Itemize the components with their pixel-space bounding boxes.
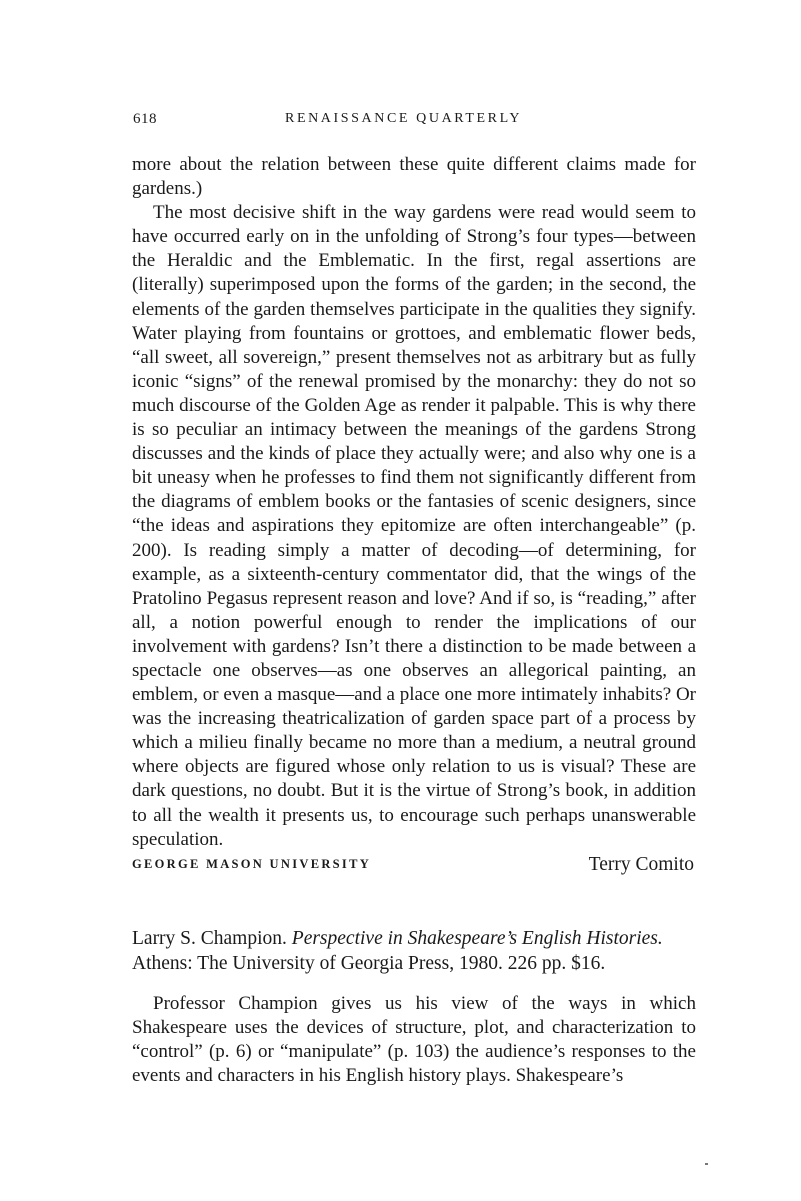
- review-body-paragraph: Professor Champion gives us his view of the ways in which Shakespeare uses the devices of structure, plot, and characterization to “control” (p. 6) or “manipulate” (p. 103) the audience’s responses to the events and characters in his English history plays. Shakespeare’s: [132, 993, 696, 1087]
- journal-title: RENAISSANCE QUARTERLY: [285, 111, 523, 126]
- paragraph-continuation: more about the relation between these quite different claims made for gardens.): [132, 154, 696, 200]
- running-head: [133, 111, 693, 133]
- review-signature: [132, 854, 696, 878]
- book-title: Perspective in Shakespeare’s English Histories.: [291, 928, 663, 949]
- book-publication: Athens: The University of Georgia Press, 1980. 226 pp. $16.: [132, 952, 606, 974]
- review-comito: [132, 153, 696, 878]
- reviewer-name: Terry Comito: [588, 853, 694, 875]
- page-number: 618: [133, 111, 157, 127]
- review-champion: [132, 927, 696, 1088]
- scan-speck: [705, 1163, 708, 1165]
- book-author: Larry S. Champion.: [132, 928, 287, 949]
- reviewer-affiliation: GEORGE MASON UNIVERSITY: [132, 856, 372, 871]
- paragraph-main: The most decisive shift in the way gardens were read would seem to have occurred early on in the unfolding of Strong’s four types—between the Heraldic and the Emblematic. In the first, regal assertions are (literally) superimposed upon the forms of the garden; in the second, the elements of the garden themselves participate in the qualities they signify. Water playing from fountains or grottoes, and emblematic flower beds, “all sweet, all sovereign,” present themselves not as arbitrary but as fully iconic “signs” of the renewal promised by the monarchy: they do not so much discourse of the Golden Age as render it palpable. This is why there is so peculiar an intimacy between the meanings of the gardens Strong discusses and the kinds of place they actually were; and also why one is a bit uneasy when he professes to find them not significantly different from the diagrams of emblem books or the fantasies of scenic designers, since “the ideas and aspirations they epitomize are often interchangeable” (p. 200). Is reading simply a matter of decoding—of determining, for example, as a sixteenth-century commentator did, that the wings of the Pratolino Pegasus represent reason and love? And if so, is “reading,” after all, a notion powerful enough to render the implications of our involvement with gardens? Isn’t there a distinction to be made between a spectacle one observes—as one observes an allegorical painting, an emblem, or even a masque—and a place one more intimately inhabits? Or was the increasing theatricalization of garden space part of a process by which a milieu finally became no more than a medium, a neutral ground where objects are figured whose only relation to us is visual? These are dark questions, no doubt. But it is the virtue of Strong’s book, in addition to all the wealth it presents us, to encourage such perhaps unanswerable speculation.: [132, 202, 696, 850]
- book-citation: [132, 927, 696, 976]
